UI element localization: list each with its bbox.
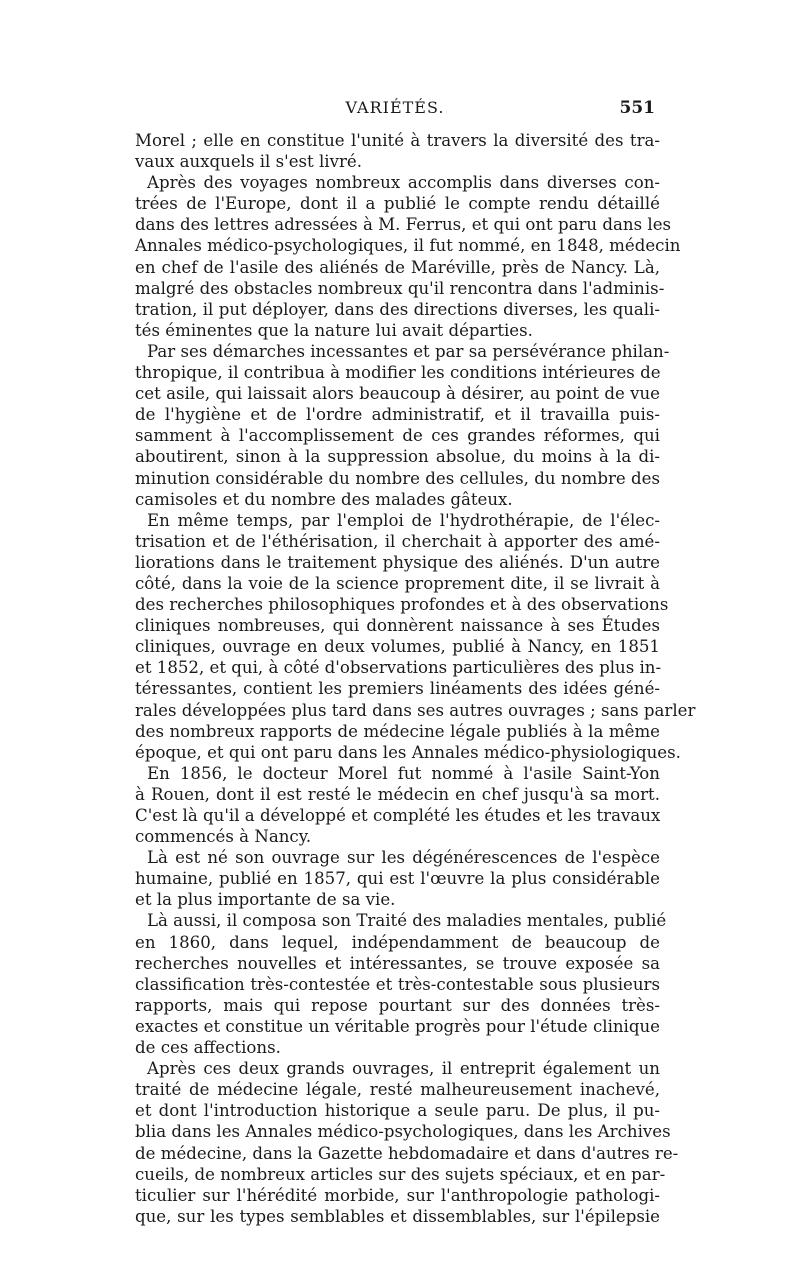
text-line: recherches nouvelles et intéressantes, se trouve exposée sa (135, 953, 660, 973)
text-line: à Rouen, dont il est resté le médecin en chef jusqu'à sa mort. (135, 784, 660, 804)
text-line: Après ces deux grands ouvrages, il entreprit également un (147, 1059, 660, 1079)
page-header (135, 98, 655, 124)
text-line: téressantes, contient les premiers linéaments des idées géné- (135, 679, 660, 699)
text-line: aboutirent, sinon à la suppression absolue, du moins à la di- (135, 447, 660, 467)
page-number: 551 (619, 98, 655, 118)
text-line: classification très-contestée et très-contestable sous plusieurs (135, 974, 660, 994)
text-line: de médecine, dans la Gazette hebdomadaire et dans d'autres re- (135, 1143, 679, 1163)
text-line: des recherches philosophiques profondes et à des observations (135, 595, 669, 615)
text-line: samment à l'accomplissement de ces grandes réformes, qui (135, 426, 660, 446)
body-text (135, 130, 696, 1227)
text-line: commencés à Nancy. (135, 827, 312, 847)
text-line: de l'hygiène et de l'ordre administratif, et il travailla puis- (135, 405, 660, 425)
text-line: traité de médecine légale, resté malheureusement inachevé, (135, 1080, 660, 1100)
text-line: En 1856, le docteur Morel fut nommé à l'asile Saint-Yon (147, 763, 660, 783)
text-line: exactes et constitue un véritable progrès pour l'étude clinique (135, 1016, 660, 1036)
text-line: trées de l'Europe, dont il a publié le compte rendu détaillé (135, 194, 660, 214)
text-line: C'est là qu'il a développé et complété les études et les travaux (135, 806, 661, 825)
text-line: et la plus importante de sa vie. (135, 890, 396, 910)
text-line: des nombreux rapports de médecine légale publiés à la même (135, 721, 660, 741)
text-line: camisoles et du nombre des malades gâteux. (135, 489, 513, 509)
running-head: VARIÉTÉS. (345, 98, 445, 117)
text-line: minution considérable du nombre des cellules, du nombre des (135, 468, 660, 488)
text-line: Là aussi, il composa son Traité des maladies mentales, publié (147, 911, 667, 931)
text-line: Annales médico-psychologiques, il fut nommé, en 1848, médecin (135, 236, 681, 256)
text-line: Après des voyages nombreux accomplis dans diverses con- (147, 173, 660, 193)
text-line: cet asile, qui laissait alors beaucoup à désirer, au point de vue (135, 384, 660, 404)
text-line: thropique, il contribua à modifier les conditions intérieures de (135, 363, 661, 383)
text-line: ticulier sur l'hérédité morbide, sur l'anthropologie pathologi- (135, 1185, 660, 1205)
text-line: En même temps, par l'emploi de l'hydrothérapie, de l'élec- (147, 510, 660, 530)
text-line: côté, dans la voie de la science proprement dite, il se livrait à (135, 573, 660, 593)
text-line: Morel ; elle en constitue l'unité à travers la diversité des tra- (135, 131, 660, 150)
text-line: cliniques, ouvrage en deux volumes, publié à Nancy, en 1851 (135, 637, 660, 657)
text-line: tration, il put déployer, dans des directions diverses, les quali- (135, 299, 660, 319)
text-line: de ces affections. (135, 1038, 281, 1058)
text-line: Par ses démarches incessantes et par sa persévérance philan- (147, 341, 670, 361)
text-line: vaux auxquels il s'est livré. (135, 152, 363, 172)
text-line: liorations dans le traitement physique des aliénés. D'un autre (135, 552, 660, 572)
text-line: malgré des obstacles nombreux qu'il rencontra dans l'adminis- (135, 278, 665, 298)
text-line: rapports, mais qui repose pourtant sur des données très- (135, 995, 660, 1015)
text-line: cueils, de nombreux articles sur des sujets spéciaux, et en par- (135, 1164, 666, 1184)
text-line: Là est né son ouvrage sur les dégénérescences de l'espèce (147, 848, 660, 868)
text-line: rales développées plus tard dans ses autres ouvrages ; sans parler (135, 700, 696, 720)
text-line: dans des lettres adressées à M. Ferrus, et qui ont paru dans les (135, 215, 672, 235)
text-line: humaine, publié en 1857, qui est l'œuvre la plus considérable (135, 869, 660, 889)
text-line: tés éminentes que la nature lui avait départies. (135, 320, 533, 340)
text-line: blia dans les Annales médico-psychologiques, dans les Archives (135, 1122, 671, 1142)
text-line: trisation et de l'éthérisation, il cherchait à apporter des amé- (135, 531, 660, 551)
text-line: cliniques nombreuses, qui donnèrent naissance à ses Études (135, 616, 660, 636)
text-line: et dont l'introduction historique a seule paru. De plus, il pu- (135, 1101, 660, 1121)
text-line: époque, et qui ont paru dans les Annales médico-physiologiques. (135, 742, 681, 762)
text-line: en 1860, dans lequel, indépendamment de beaucoup de (135, 932, 660, 952)
text-line: en chef de l'asile des aliénés de Maréville, près de Nancy. Là, (135, 257, 660, 277)
text-line: et 1852, et qui, à côté d'observations particulières des plus in- (135, 658, 662, 678)
text-line: que, sur les types semblables et dissemblables, sur l'épilepsie (135, 1206, 660, 1226)
